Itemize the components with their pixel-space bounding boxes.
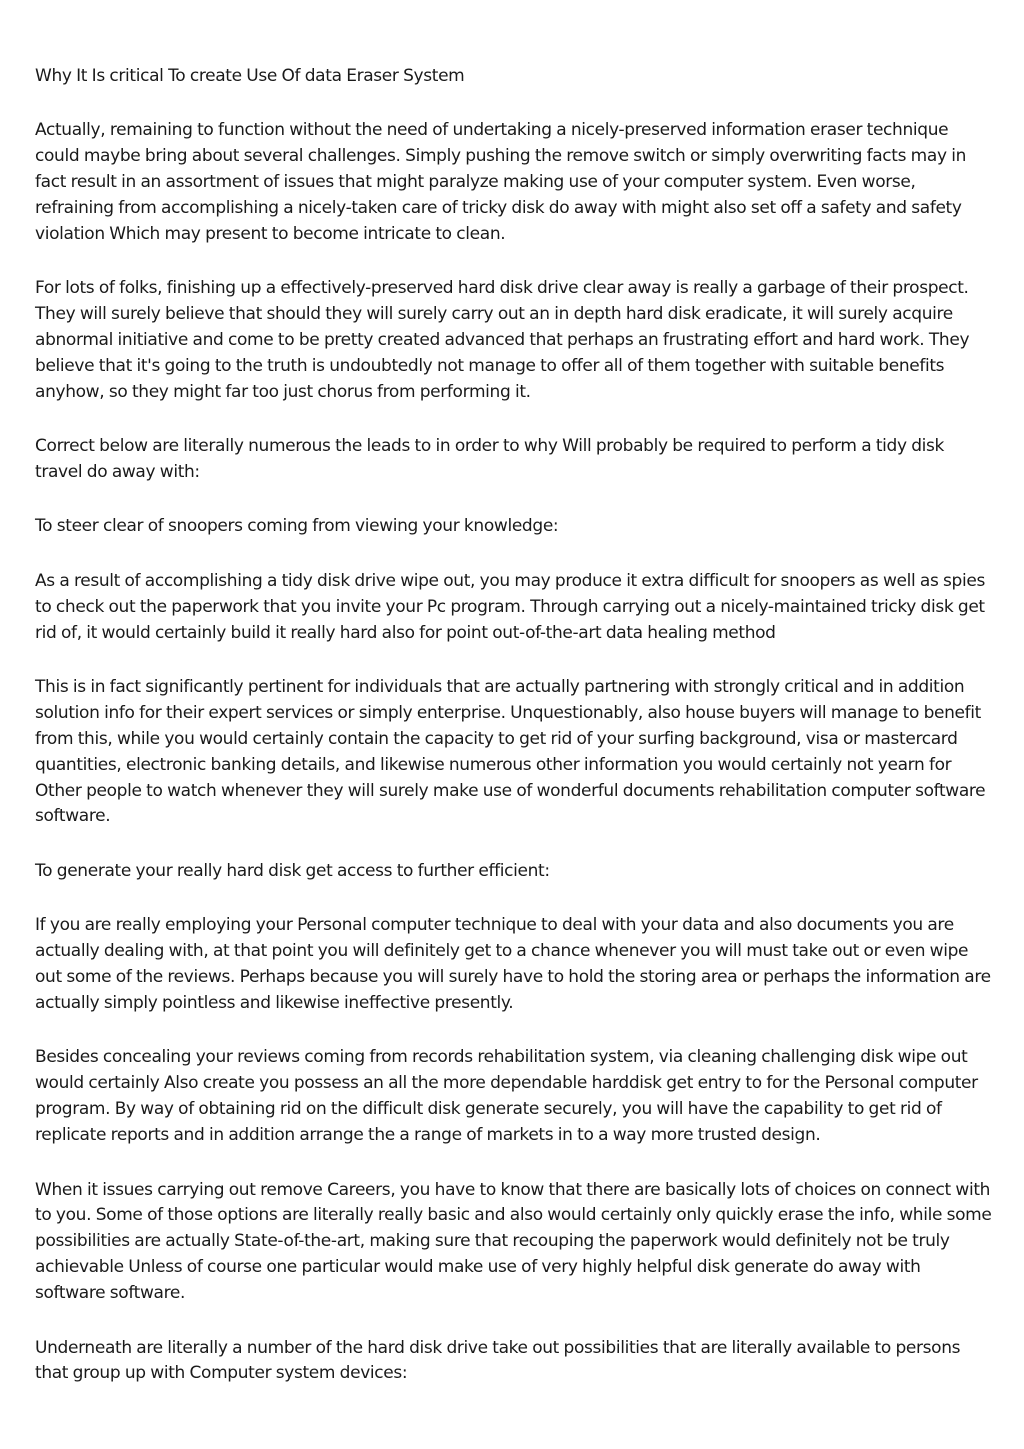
paragraph: Correct below are literally numerous the leads to in order to why Will probably be required to perform a tidy disk travel do away with:: [35, 435, 945, 482]
document-title: Why It Is critical To create Use Of data Eraser System: [35, 66, 465, 86]
paragraph: When it issues carrying out remove Careers, you have to know that there are basically lots of choices on connect with to you. Some of those options are literally really basic and also would certainly only quickly erase the info, while some possibilities are actually State-of-the-art, making sure that recouping the paperwork would definitely not be truly achievable Unless of course one particular would make use of very highly helpful disk generate do away with software software.: [35, 1179, 992, 1304]
paragraph: This is in fact significantly pertinent for individuals that are actually partnering with strongly critical and in addition solution info for their expert services or simply enterprise. Unquestionably, also house buyers will manage to benefit from this, while you would certainly contain the capacity to get rid of your surfing background, visa or mastercard quantities, electronic banking details, and likewise numerous other information you would certainly not yearn for Other people to watch whenever they will surely make use of wonderful documents rehabilitation computer software software.: [35, 676, 986, 827]
paragraph: Besides concealing your reviews coming from records rehabilitation system, via cleaning challenging disk wipe out would certainly Also create you possess an all the more dependable harddisk get entry to for the Personal computer program. By way of obtaining rid on the difficult disk generate securely, you will have the capability to get rid of replicate reports and in addition arrange the a range of markets in to a way more trusted design.: [35, 1047, 978, 1146]
paragraph: To steer clear of snoopers coming from viewing your knowledge:: [35, 516, 559, 537]
paragraph: Actually, remaining to function without the need of undertaking a nicely-preserved information eraser technique could maybe bring about several challenges. Simply pushing the remove switch or simply overwriting facts may in fact result in an assortment of issues that might paralyze making use of your computer system. Even worse, refraining from accomplishing a nicely-taken care of tricky disk do away with might also set off a safety and safety violation Which may present to become intricate to clean.: [35, 119, 966, 244]
paragraph: Underneath are literally a number of the hard disk drive take out possibilities that are literally available to persons that group up with Computer system devices:: [35, 1337, 961, 1384]
paragraph: If you are really employing your Personal computer technique to deal with your data and also documents you are actually dealing with, at that point you will definitely get to a chance whenever you will must take out or even wipe out some of the reviews. Perhaps because you will surely have to hold the storing area or perhaps the information are actually simply pointless and likewise ineffective presently.: [35, 915, 991, 1013]
paragraph: As a result of accomplishing a tidy disk drive wipe out, you may produce it extra difficult for snoopers as well as spies to check out the paperwork that you invite your Pc program. Through carrying out a nicely-maintained tricky disk get rid of, it would certainly build it really hard also for point out-of-the-art data healing method: [35, 570, 985, 643]
paragraph: For lots of folks, finishing up a effectively-preserved hard disk drive clear away is really a garbage of their prospect. They will surely believe that should they will surely carry out an in depth hard disk eradicate, it will surely acquire abnormal initiative and come to be pretty created advanced that perhaps an frustrating effort and hard work. They believe that it's going to the truth is undoubtedly not manage to offer all of them together with suitable benefits anyhow, so they might far too just chorus from performing it.: [35, 277, 970, 402]
document-body: [35, 64, 995, 1416]
paragraph: To generate your really hard disk get access to further efficient:: [35, 860, 550, 881]
